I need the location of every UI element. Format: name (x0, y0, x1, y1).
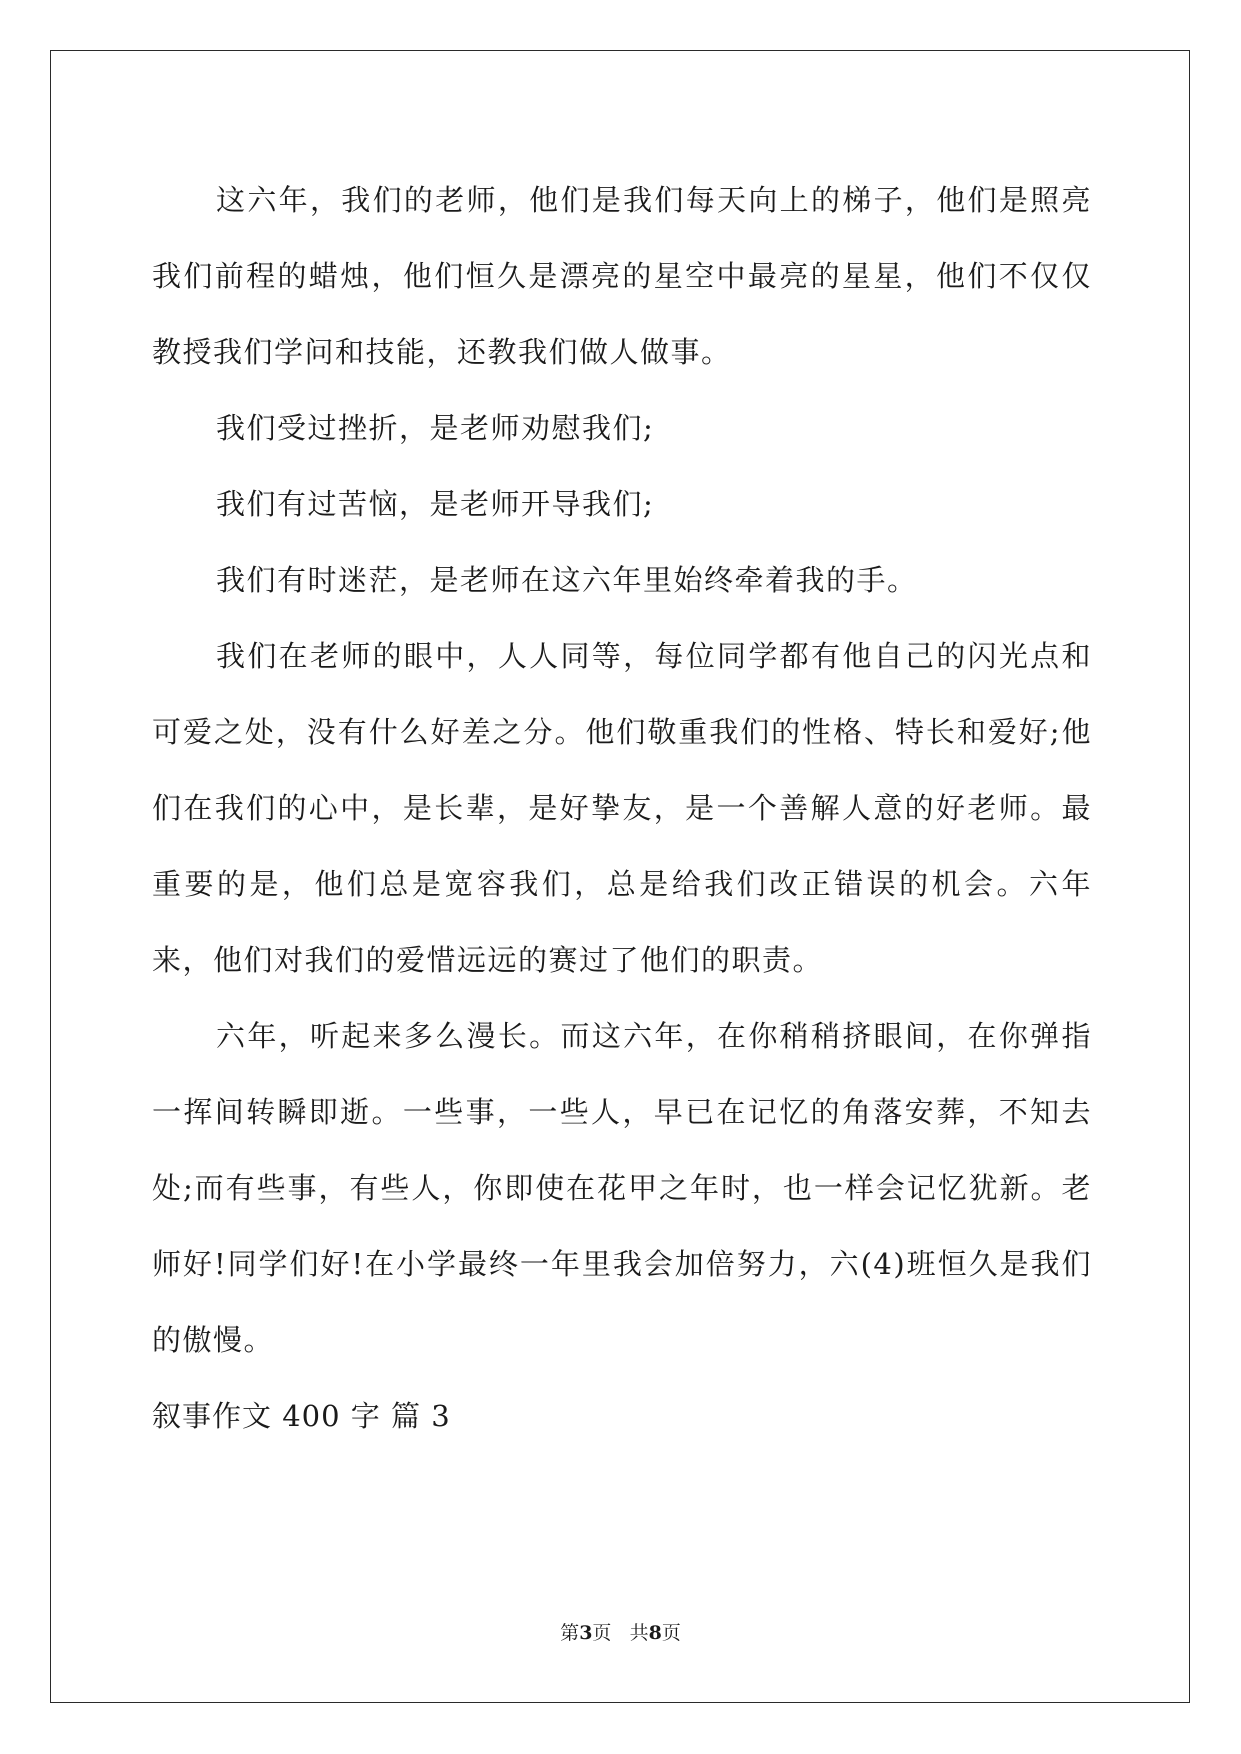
total-pages-number: 8 (648, 1622, 662, 1644)
footer-prefix: 第 (560, 1622, 580, 1644)
paragraph-equality: 我们在老师的眼中，人人同等，每位同学都有他自己的闪光点和可爱之处，没有什么好差之分。他们敬重我们的性格、特长和爱好;他们在我们的心中，是长辈，是好挚友，是一个善解人意的好老师。最重要的是，他们总是宽容我们，总是给我们改正错误的机会。六年来，他们对我们的爱惜远远的赛过了他们的职责。 (152, 639, 1092, 977)
footer-total-prefix: 共 (629, 1622, 649, 1644)
paragraph-six-years: 六年，听起来多么漫长。而这六年，在你稍稍挤眼间，在你弹指一挥间转瞬即逝。一些事，一些人，早已在记忆的角落安葬，不知去处;而有些事，有些人，你即使在花甲之年时，也一样会记忆犹新。老师好!同学们好!在小学最终一年里我会加倍努力，六(4)班恒久是我们的傲慢。 (152, 1019, 1092, 1357)
current-page-number: 3 (579, 1622, 593, 1644)
footer-page-suffix: 页 (592, 1622, 612, 1644)
document-body (152, 162, 1092, 1454)
paragraph-confusion: 我们有时迷茫，是老师在这六年里始终牵着我的手。 (216, 563, 918, 597)
paragraph-troubles: 我们有过苦恼，是老师开导我们; (216, 487, 655, 521)
footer-total-suffix: 页 (661, 1622, 681, 1644)
paragraph-setbacks: 我们受过挫折，是老师劝慰我们; (216, 411, 655, 445)
section-heading: 叙事作文 400 字 篇 3 (152, 1399, 451, 1433)
page-footer (0, 1618, 1241, 1645)
paragraph-teachers-intro: 这六年，我们的老师，他们是我们每天向上的梯子，他们是照亮我们前程的蜡烛，他们恒久是漂亮的星空中最亮的星星，他们不仅仅教授我们学问和技能，还教我们做人做事。 (152, 183, 1092, 369)
